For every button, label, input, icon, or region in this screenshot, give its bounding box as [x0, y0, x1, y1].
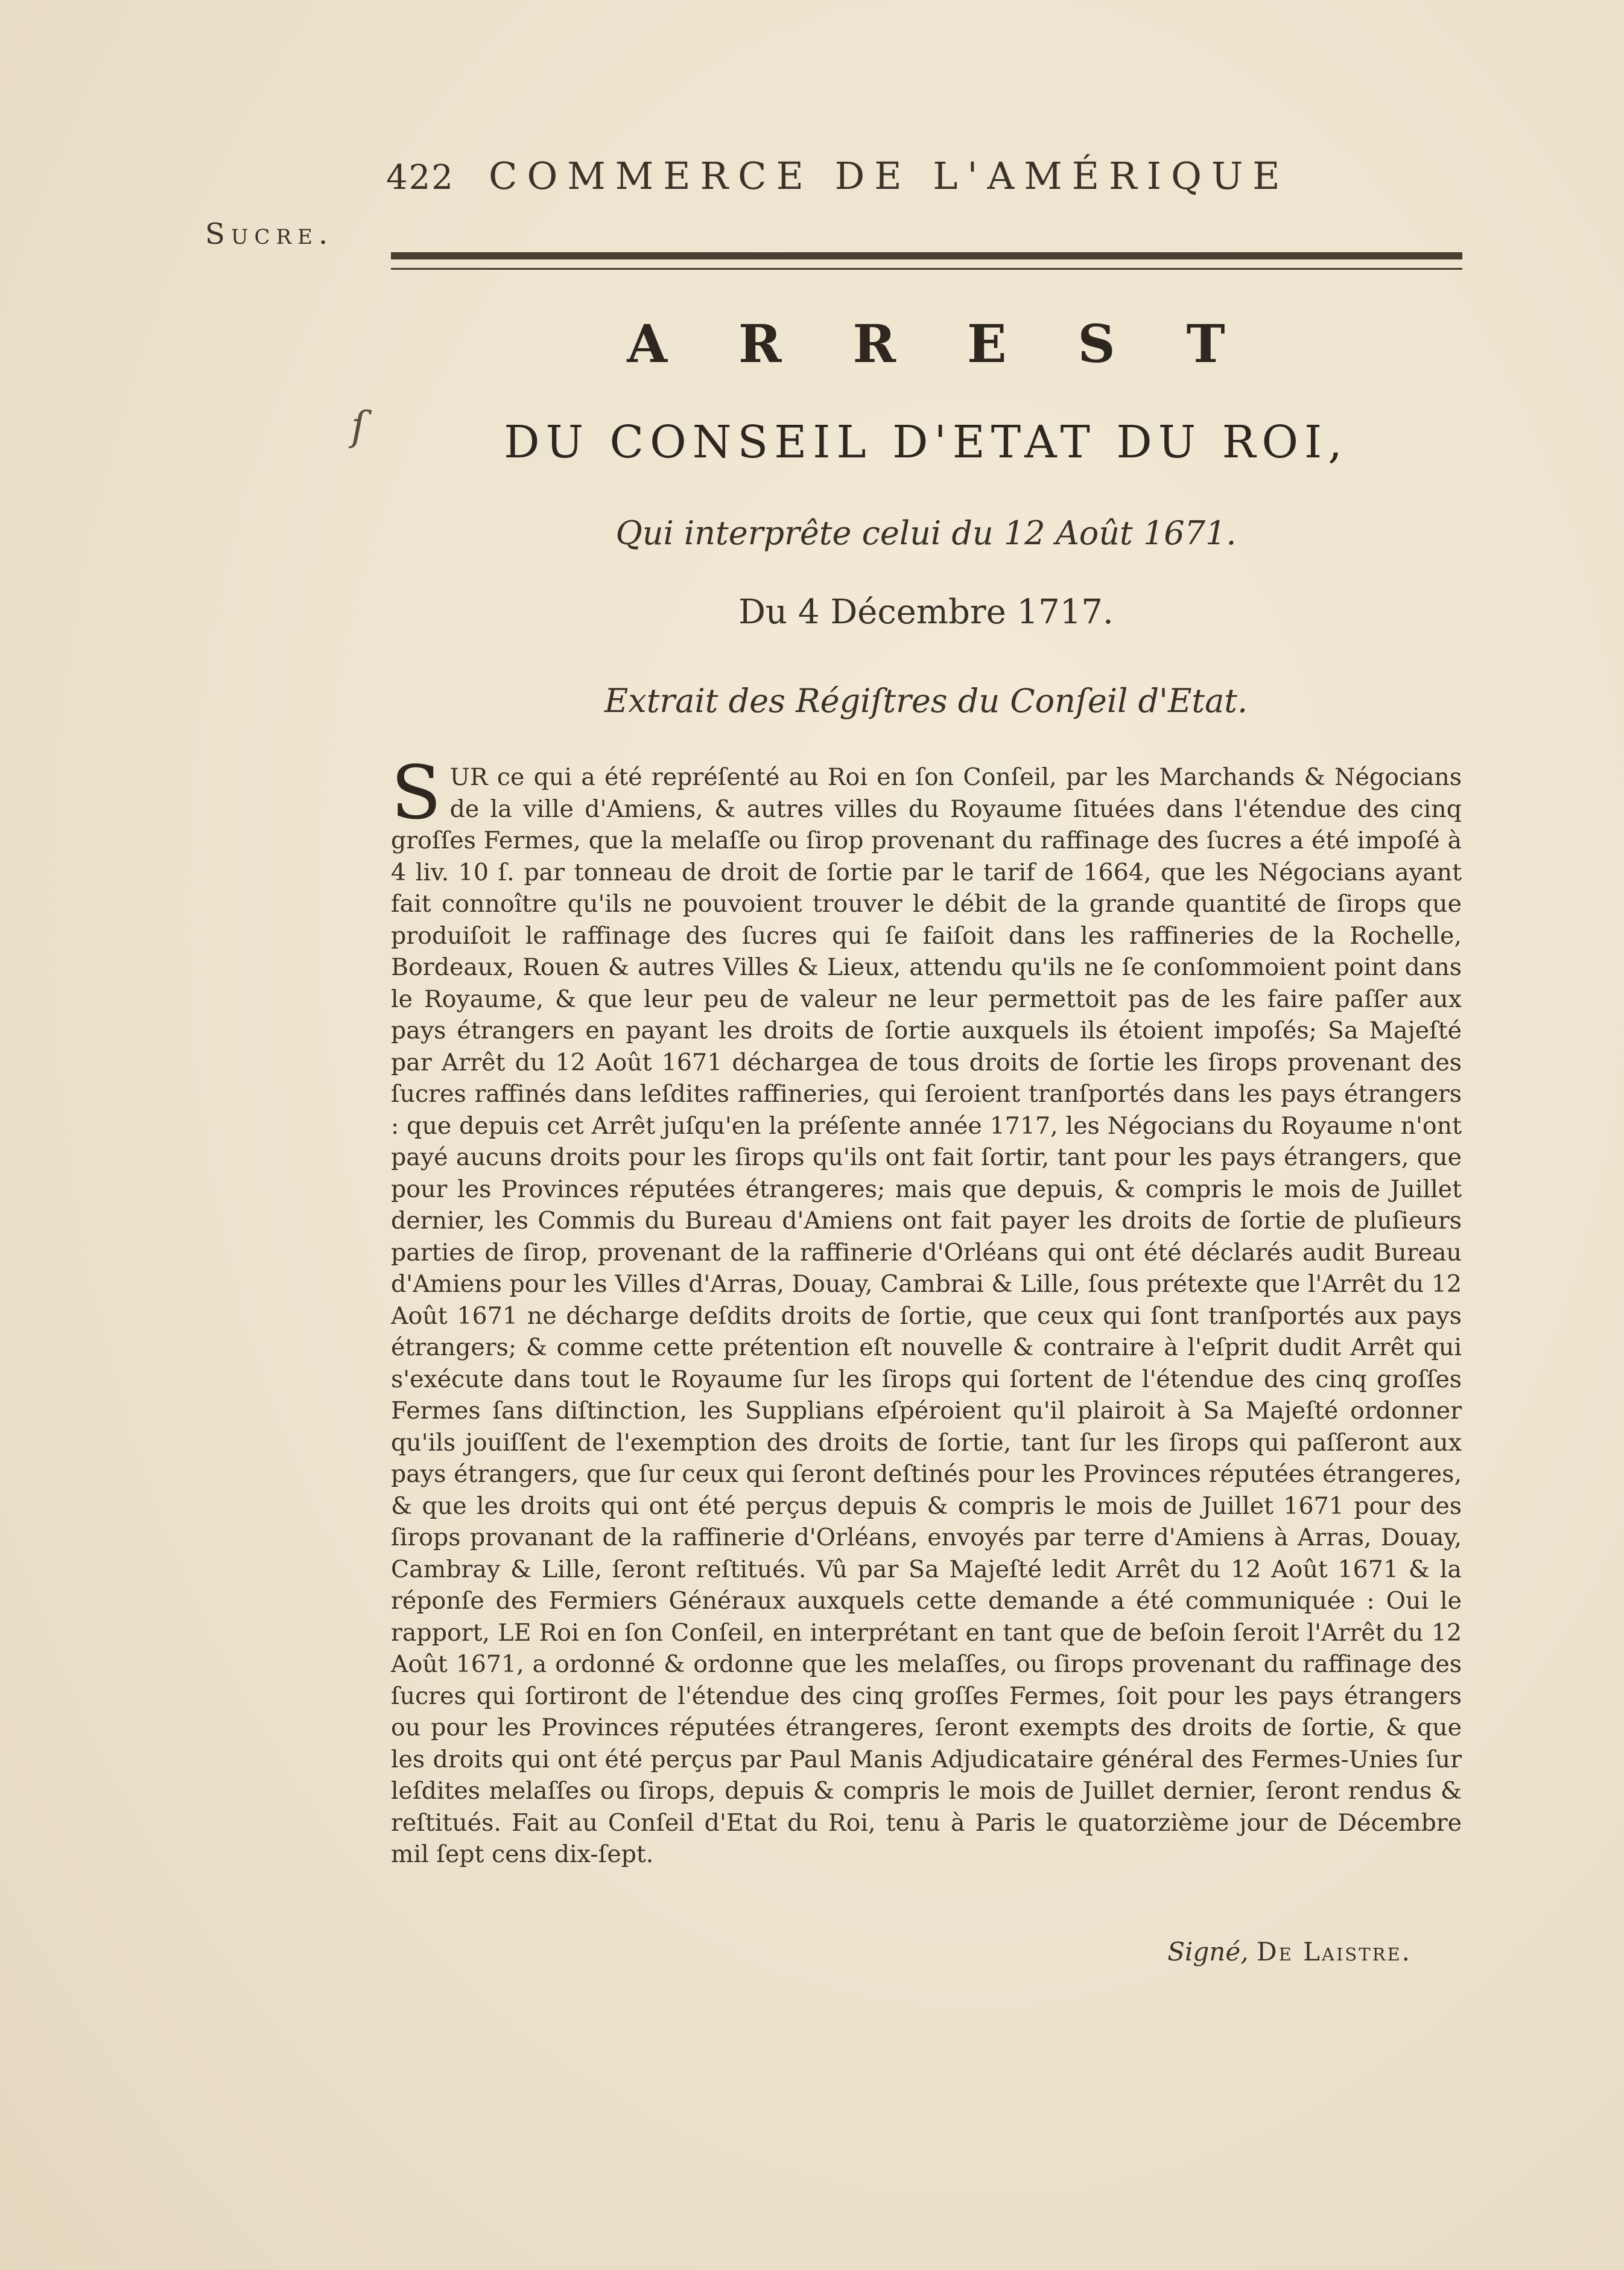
signature: [1026, 1937, 1412, 1966]
page-number: 422: [386, 158, 454, 197]
signature-prefix: Signé,: [1167, 1937, 1249, 1966]
running-title: COMMERCE DE L'AMÉRIQUE: [489, 154, 1290, 198]
drop-cap: S: [391, 750, 442, 836]
heading-extrait: Extrait des Régiſtres du Conſeil d'Etat.: [604, 682, 1248, 720]
body-text: UR ce qui a été repréſenté au Roi en ſon Conſeil, par les Marchands & Négocians de la ville d'Amiens, & autres villes du Royaume ſituées dans l'étendue des cinq groſſes Fermes, que la melaſſe ou ſirop provenant du raffinage des ſucres a été impoſé à 4 liv. 10 ſ. par tonneau de droit de ſortie par le tarif de 1664, que les Négocians ayant fait connoître qu'ils ne pouvoient trouver le débit de la grande quantité de ſirops que produiſoit le raffinage des ſucres qui ſe faiſoit dans les raffineries de la Rochelle, Bordeaux, Rouen & autres Villes & Lieux, attendu qu'ils ne ſe conſommoient point dans le Royaume, & que leur peu de valeur ne leur permettoit pas de les faire paſſer aux pays étrangers en payant les droits de ſortie auxquels ils étoient impoſés; Sa Majeſté par Arrêt du 12 Août 1671 déchargea de tous droits de ſortie les ſirops provenant des ſucres raffinés dans leſdites raffineries, qui ſeroient tranſportés dans les pays étrangers : que depuis cet Arrêt juſqu'en la préſente année 1717, les Négocians du Royaume n'ont payé aucuns droits pour les ſirops qu'ils ont fait ſortir, tant pour les pays étrangers, que pour les Provinces réputées étrangeres; mais que depuis, & compris le mois de Juillet dernier, les Commis du Bureau d'Amiens ont fait payer les droits de ſortie de pluſieurs parties de ſirop, provenant de la raffinerie d'Orléans qui ont été déclarés audit Bureau d'Amiens pour les Villes d'Arras, Douay, Cambrai & Lille, ſous prétexte que l'Arrêt du 12 Août 1671 ne décharge deſdits droits de ſortie, que ceux qui ſont tranſportés aux pays étrangers; & comme cette prétention eſt nouvelle & contraire à l'eſprit dudit Arrêt qui s'exécute dans tout le Royaume ſur les ſirops qui ſortent de l'étendue des cinq groſſes Fermes ſans diſtinction, les Supplians eſpéroient qu'il plairoit à Sa Majeſté ordonner qu'ils jouiſſent de l'exemption des droits de ſortie, tant ſur les ſirops qui paſſeront aux pays étrangers, que ſur ceux qui ſeront deſtinés pour les Provinces réputées étrangeres, & que les droits qui ont été perçus depuis & compris le mois de Juillet 1671 pour des ſirops provanant de la raffinerie d'Orléans, envoyés par terre d'Amiens à Arras, Douay, Cambray & Lille, ſeront reſtitués. Vû par Sa Majeſté ledit Arrêt du 12 Août 1671 & la réponſe des Fermiers Généraux auxquels cette demande a été communiquée : Oui le rapport, LE Roi en ſon Conſeil, en interprétant en tant que de beſoin ſeroit l'Arrêt du 12 Août 1671, a ordonné & ordonne que les melaſſes, ou ſirops provenant du raffinage des ſucres qui ſortiront de l'étendue des cinq groſſes Fermes, ſoit pour les pays étrangers ou pour les Provinces réputées étrangeres, ſeront exempts des droits de ſortie, & que les droits qui ont été perçus par Paul Manis Adjudicataire général des Fermes-Unies ſur leſdites melaſſes ou ſirops, depuis & compris le mois de Juillet dernier, ſeront rendus & reſtitués. Fait au Conſeil d'Etat du Roi, tenu à Paris le quatorzième jour de Décembre mil ſept cens dix-ſept.: [391, 763, 1462, 1868]
header-rule-thick: [391, 252, 1462, 259]
signature-name: De Laistre.: [1256, 1937, 1412, 1966]
heading-date: Du 4 Décembre 1717.: [738, 593, 1114, 632]
heading-arrest: ARREST: [627, 314, 1296, 375]
header-rule-thin: [391, 268, 1462, 270]
heading-conseil: DU CONSEIL D'ETAT DU ROI,: [504, 416, 1348, 468]
heading-subtitle: Qui interprête celui du 12 Août 1671.: [615, 514, 1237, 552]
margin-note: Sucre.: [205, 217, 334, 251]
body-paragraph: [391, 750, 1462, 1871]
running-head: [386, 154, 1351, 198]
stray-ink-mark: ſ: [351, 403, 366, 450]
